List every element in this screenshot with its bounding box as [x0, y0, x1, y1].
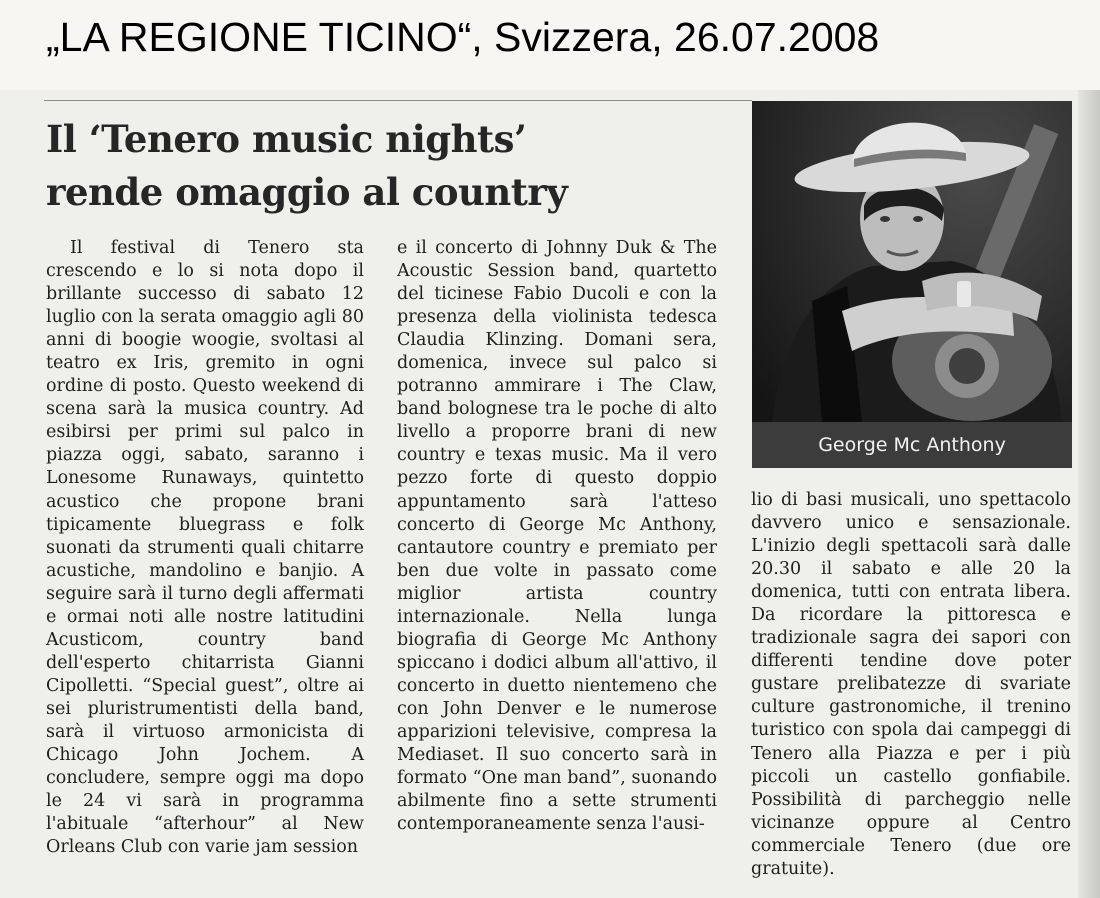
header-rule — [44, 100, 752, 101]
article-column-2 — [397, 237, 717, 836]
headline-line-1: Il ‘Tenero music nights’ — [46, 117, 527, 161]
photo-caption: George Mc Anthony — [752, 422, 1072, 468]
column-3-text: lio di basi musicali, uno spettacolo davvero unico e sensazionale. L'inizio degli spettacoli sarà dalle 20.30 il sabato e alle 20 la domenica, tutti con entrata libera. Da ricordare la pittoresca e tradizionale sagra dei sapori con differenti tendine dove poter gustare prelibatezze di svariate culture gastronomiche, il trenino turistico con spola dai campeggi di Tenero alla Piazza e per i più piccoli un castello gonfiabile. Possibilità di parcheggio nelle vicinanze oppure al Centro commerciale Tenero (due ore gratuite). — [751, 490, 1071, 879]
musician-photo — [752, 101, 1072, 468]
article-column-3 — [751, 489, 1071, 881]
headline-line-2: rende omaggio al country — [46, 170, 568, 214]
column-2-text: e il concerto di Johnny Duk & The Acoustic Session band, quartetto del ticinese Fabio Ducoli e con la presenza della violinista tedesca Claudia Klinzing. Domani sera, domenica, invece sul palco si potranno ammirare i The Claw, band bolognese tra le poche di alto livello a proporre brani di new country e texas music. Ma il vero pezzo forte di questo doppio appuntamento sarà l'atteso concerto di George Mc Anthony, cantautore country e premiato per ben due volte in passato come miglior artista country internazionale. Nella lunga biografia di George Mc Anthony spiccano i dodici album all'attivo, il concerto in duetto nientemeno che con John Denver e le numerose apparizioni televisive, compresa la Mediaset. Il suo concerto sarà in formato “One man band”, suonando abilmente fino a sette strumenti contemporaneamente senza l'ausi- — [397, 238, 717, 835]
source-line: „LA REGIONE TICINO“, Svizzera, 26.07.2008 — [46, 14, 880, 60]
column-1-text: Il festival di Tenero sta crescendo e lo si nota dopo il brillante successo di sabato 12 luglio con la serata omaggio agli 80 anni di boogie woogie, svoltasi al teatro ex Iris, gremito in ogni ordine di posto. Questo weekend di scena sarà la musica country. Ad esibirsi per primi sul palco in piazza oggi, sabato, saranno i Lonesome Runaways, quintetto acustico che propone brani tipicamente bluegrass e folk suonati da strumenti quali chitarre acustiche, mandolino e banjio. A seguire sarà il turno degli affermati e ormai noti alle nostre latitudini Acusticom, country band dell'esperto chitarrista Gianni Cipolletti. “Special guest”, oltre ai sei pluristrumentisti della band, sarà il virtuoso armonicista di Chicago John Jochem. A concludere, sempre oggi ma dopo le 24 vi sarà in programma l'abituale “afterhour” al New Orleans Club con varie jam session — [46, 238, 364, 858]
musician-photo-illustration — [752, 101, 1072, 468]
article-headline — [46, 113, 746, 219]
article-column-1 — [46, 237, 364, 859]
page-fold-shadow — [1078, 90, 1100, 898]
